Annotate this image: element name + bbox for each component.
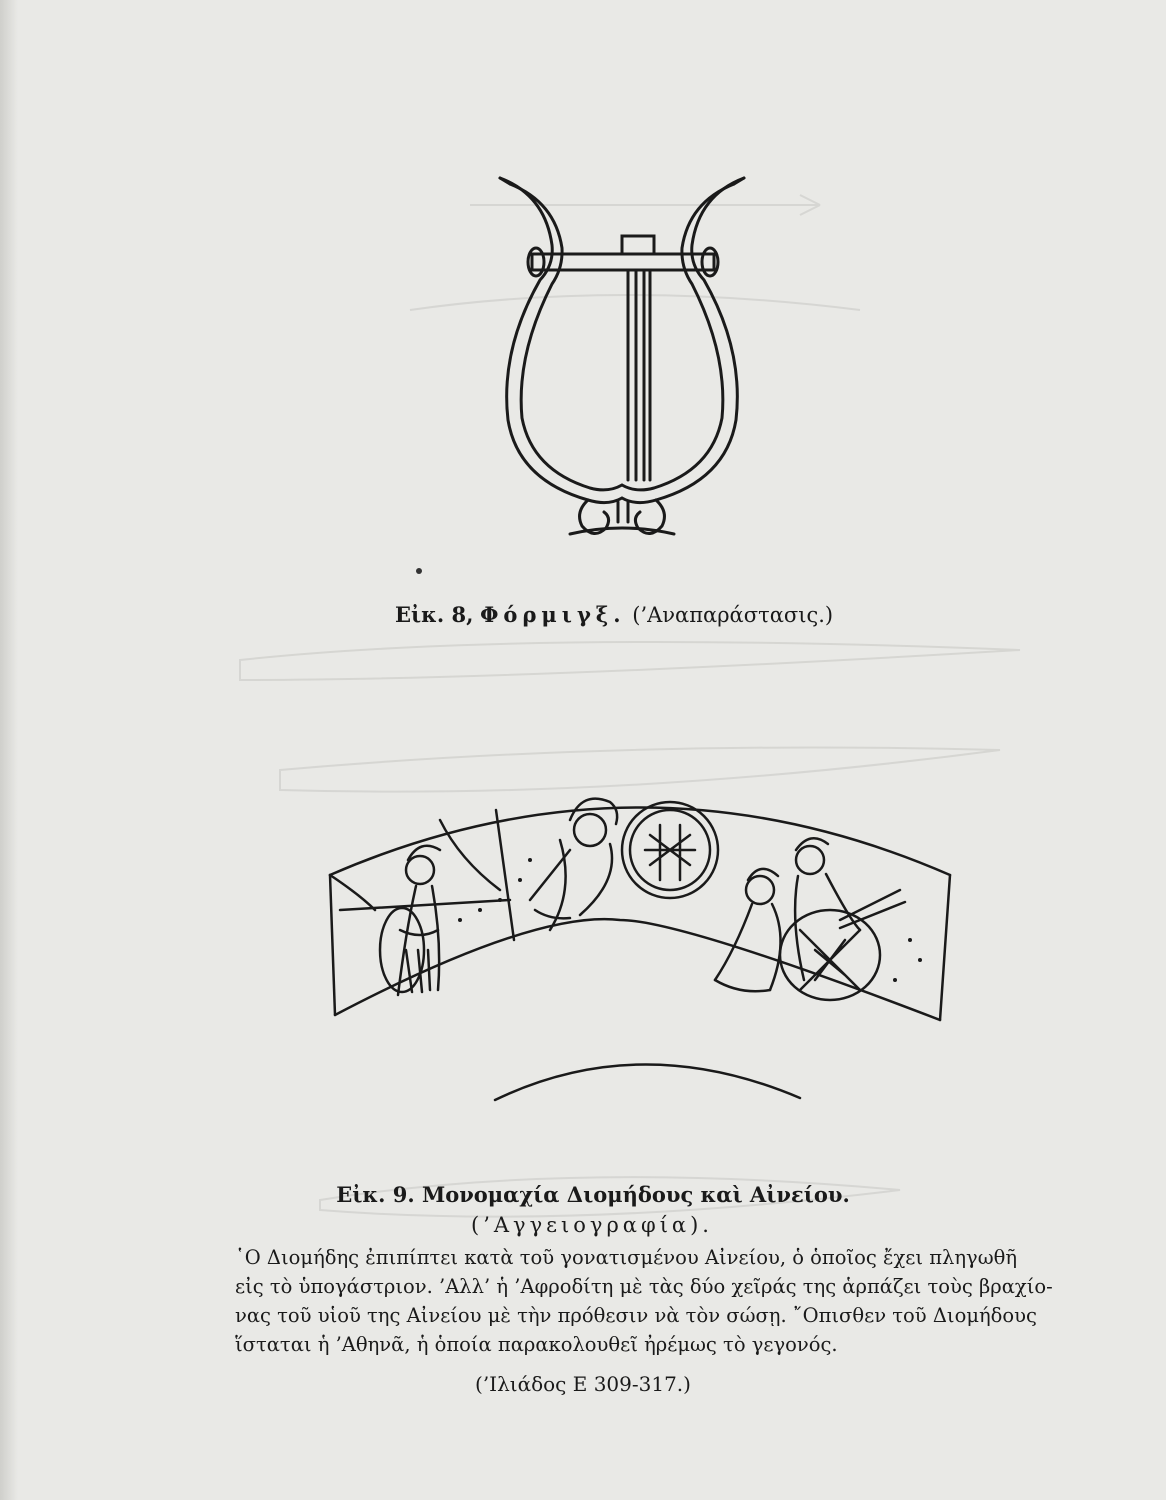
figure8-note: (’Αναπαράστασις.) <box>632 603 834 627</box>
figure9-caption <box>0 1180 1166 1240</box>
vase-painting-illustration <box>320 780 960 1110</box>
description-line: νας τοῦ υἱοῦ της Αἰνείου μὲ τὴν πρόθεσιν νὰ τὸν σώσῃ. ῎Οπισθεν τοῦ Διομήδους <box>235 1304 1037 1327</box>
figure9-subtitle: (’Αγγειογραφία). <box>471 1213 713 1237</box>
description-line: ῾Ο Διομήδης ἐπιπίπτει κατὰ τοῦ γονατισμένου Αἰνείου, ὁ ὁποῖος ἔχει πληγωθῆ <box>235 1246 1018 1269</box>
description-line: εἰς τὸ ὑπογάστριον. ’Αλλ’ ἡ ’Αφροδίτη μὲ τὰς δύο χεῖράς της ἁρπάζει τοὺς βραχίο- <box>235 1275 1053 1298</box>
figure8-name: Φόρμιγξ. <box>480 602 626 627</box>
figure9-description <box>235 1243 1053 1359</box>
figure9-title: Εἰκ. 9. Μονομαχία Διομήδους καὶ Αἰνείου. <box>336 1182 850 1207</box>
figure8-label: Εἰκ. 8, <box>395 602 474 627</box>
ink-speck <box>416 568 422 574</box>
page-gutter-shadow <box>0 0 18 1500</box>
iliad-reference: (’Ιλιάδος Ε 309-317.) <box>475 1372 691 1396</box>
phorminx-illustration <box>470 150 780 570</box>
description-line: ἵσταται ἡ ’Αθηνᾶ, ἡ ὁποία παρακολουθεῖ ἠρέμως τὸ γεγονός. <box>235 1333 838 1356</box>
figure8-caption <box>395 602 895 627</box>
